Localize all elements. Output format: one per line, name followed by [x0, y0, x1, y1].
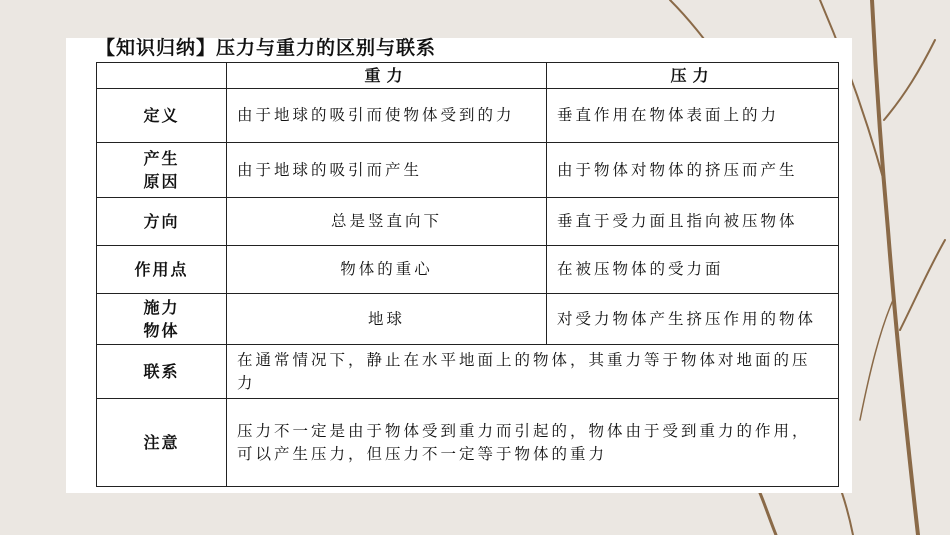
cell-gravity-point: 物体的重心	[227, 246, 547, 294]
row-label-cause-line2: 原因	[143, 172, 180, 191]
cell-gravity-definition: 由于地球的吸引而使物体受到的力	[227, 89, 547, 143]
cell-gravity-source: 地球	[227, 294, 547, 345]
row-label-relation: 联系	[97, 345, 227, 399]
corner-cell	[97, 63, 227, 89]
comparison-table	[96, 62, 839, 487]
column-header-pressure: 压力	[547, 63, 839, 89]
cell-pressure-source: 对受力物体产生挤压作用的物体	[547, 294, 839, 345]
row-label-point: 作用点	[97, 246, 227, 294]
cell-relation: 在通常情况下，静止在水平地面上的物体，其重力等于物体对地面的压力	[227, 345, 839, 399]
cell-pressure-direction: 垂直于受力面且指向被压物体	[547, 198, 839, 246]
table-row	[97, 345, 839, 399]
cell-gravity-cause: 由于地球的吸引而产生	[227, 143, 547, 198]
table-row	[97, 198, 839, 246]
row-label-note: 注意	[97, 399, 227, 487]
row-label-source-line2: 物体	[143, 321, 180, 340]
row-label-source	[97, 294, 227, 345]
table-row	[97, 294, 839, 345]
cell-note: 压力不一定是由于物体受到重力而引起的，物体由于受到重力的作用，可以产生压力，但压力不一定等于物体的重力	[227, 399, 839, 487]
column-header-gravity: 重力	[227, 63, 547, 89]
cell-pressure-point: 在被压物体的受力面	[547, 246, 839, 294]
row-label-direction: 方向	[97, 198, 227, 246]
row-label-cause-line1: 产生	[143, 149, 180, 168]
cell-pressure-definition: 垂直作用在物体表面上的力	[547, 89, 839, 143]
row-label-cause	[97, 143, 227, 198]
table-header-row	[97, 63, 839, 89]
cell-gravity-direction: 总是竖直向下	[227, 198, 547, 246]
row-label-definition: 定义	[97, 89, 227, 143]
page-title: 【知识归纳】压力与重力的区别与联系	[96, 37, 437, 59]
row-label-source-line1: 施力	[143, 298, 180, 317]
table-row	[97, 143, 839, 198]
table-row	[97, 246, 839, 294]
table-row	[97, 89, 839, 143]
cell-pressure-cause: 由于物体对物体的挤压而产生	[547, 143, 839, 198]
table-row	[97, 399, 839, 487]
